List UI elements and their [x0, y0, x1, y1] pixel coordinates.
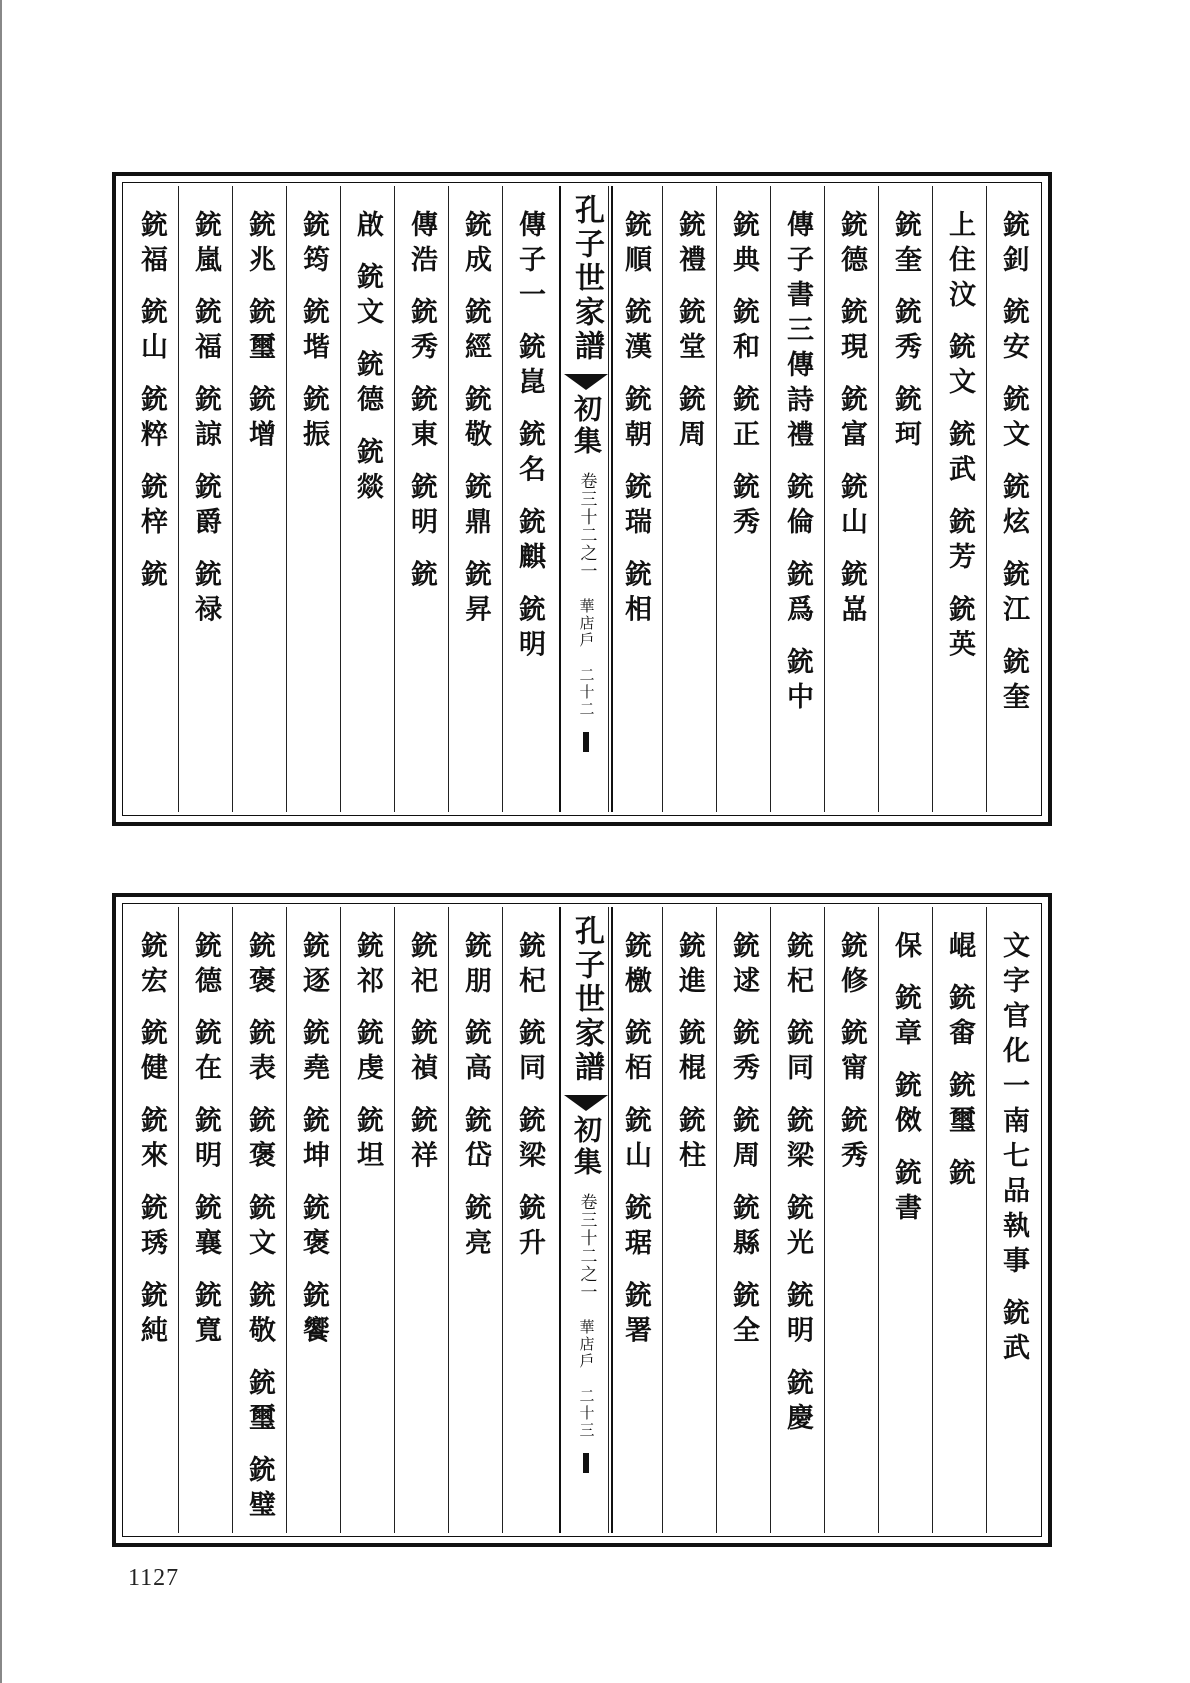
genealogy-column: 傳子一 銃崑 銃名 銃麒 銃明 — [502, 186, 556, 812]
genealogy-column: 文字官化一南七品執事 銃武 — [986, 907, 1040, 1533]
book-title: 孔子世家譜 — [569, 915, 604, 1085]
genealogy-column: 銃進 銃棍 銃柱 — [662, 907, 716, 1533]
genealogy-column: 銃筠 銃堦 銃振 — [286, 186, 340, 812]
genealogy-column: 銃奎 銃秀 銃珂 — [878, 186, 932, 812]
margin-rule — [583, 732, 589, 752]
genealogy-column: 銃檄 銃栢 銃山 銃琚 銃署 — [608, 907, 662, 1533]
branch-label: 華店戶 — [577, 598, 596, 649]
genealogy-column: 銃德 銃在 銃明 銃襄 銃寬 — [178, 907, 232, 1533]
genealogy-column: 啟 銃文 銃德 銃燚 — [340, 186, 394, 812]
bottom-center-margin-strip — [559, 907, 613, 1533]
volume-label: 卷三十二之一 — [576, 472, 597, 580]
genealogy-column: 銃成 銃經 銃敬 銃鼎 銃昇 — [448, 186, 502, 812]
genealogy-column: 銃逑 銃秀 銃周 銃縣 銃全 — [716, 907, 770, 1533]
top-left-columns — [124, 186, 556, 812]
genealogy-column: 保 銃章 銃傚 銃書 — [878, 907, 932, 1533]
sheet-number: 二十二 — [577, 667, 596, 718]
genealogy-column: 銃杞 銃同 銃梁 銃升 — [502, 907, 556, 1533]
bottom-left-columns — [124, 907, 556, 1533]
genealogy-column: 銃宏 銃健 銃來 銃琇 銃純 — [136, 931, 167, 1351]
genealogy-column: 銃典 銃和 銃正 銃秀 — [716, 186, 770, 812]
genealogy-column: 銃禮 銃堂 銃周 — [662, 186, 716, 812]
top-right-columns — [608, 186, 1040, 812]
genealogy-column: 銃逐 銃堯 銃坤 銃褒 銃饗 — [286, 907, 340, 1533]
collection-label: 初集 — [570, 394, 603, 458]
collection-label: 初集 — [570, 1115, 603, 1179]
genealogy-column: 傳浩 銃秀 銃東 銃明 銃 — [394, 186, 448, 812]
genealogy-column: 銃兆 銃璽 銃增 — [232, 186, 286, 812]
genealogy-column: 上住汶 銃文 銃武 銃芳 銃英 — [932, 186, 986, 812]
genealogy-column: 銃德 銃現 銃富 銃山 銃嵓 — [824, 186, 878, 812]
genealogy-column: 銃祀 銃禎 銃祥 — [394, 907, 448, 1533]
genealogy-column: 銃杞 銃同 銃梁 銃光 銃明 銃慶 — [770, 907, 824, 1533]
volume-label: 卷三十二之一 — [576, 1193, 597, 1301]
fish-tail-mark — [564, 374, 608, 390]
genealogy-column: 崐 銃畬 銃璽 銃 — [932, 907, 986, 1533]
genealogy-column: 銃福 銃山 銃粹 銃梓 銃 — [136, 210, 167, 595]
genealogy-column: 傳子書三傳詩禮 銃倫 銃爲 銃中 — [770, 186, 824, 812]
bottom-right-columns — [608, 907, 1040, 1533]
genealogy-column: 銃褒 銃表 銃褒 銃文 銃敬 銃璽 銃璧 — [232, 907, 286, 1533]
margin-rule — [583, 1453, 589, 1473]
top-center-margin-strip — [559, 186, 613, 812]
book-title: 孔子世家譜 — [569, 194, 604, 364]
sheet-number: 二十三 — [577, 1388, 596, 1439]
genealogy-column: 銃順 銃漢 銃朝 銃瑞 銃相 — [608, 186, 662, 812]
page-number: 1127 — [128, 1565, 180, 1591]
genealogy-column: 銃祁 銃虔 銃坦 — [340, 907, 394, 1533]
genealogy-column: 銃釗 銃安 銃文 銃炫 銃江 銃奎 — [986, 186, 1040, 812]
genealogy-column: 銃嵐 銃福 銃諒 銃爵 銃禄 — [178, 186, 232, 812]
binding-edge-line — [0, 0, 2, 1683]
genealogy-column: 銃修 銃甯 銃秀 — [824, 907, 878, 1533]
fish-tail-mark — [564, 1095, 608, 1111]
branch-label: 華店戶 — [577, 1319, 596, 1370]
top-genealogy-page — [112, 172, 1052, 826]
bottom-genealogy-page — [112, 893, 1052, 1547]
genealogy-column: 銃朋 銃高 銃岱 銃亮 — [448, 907, 502, 1533]
